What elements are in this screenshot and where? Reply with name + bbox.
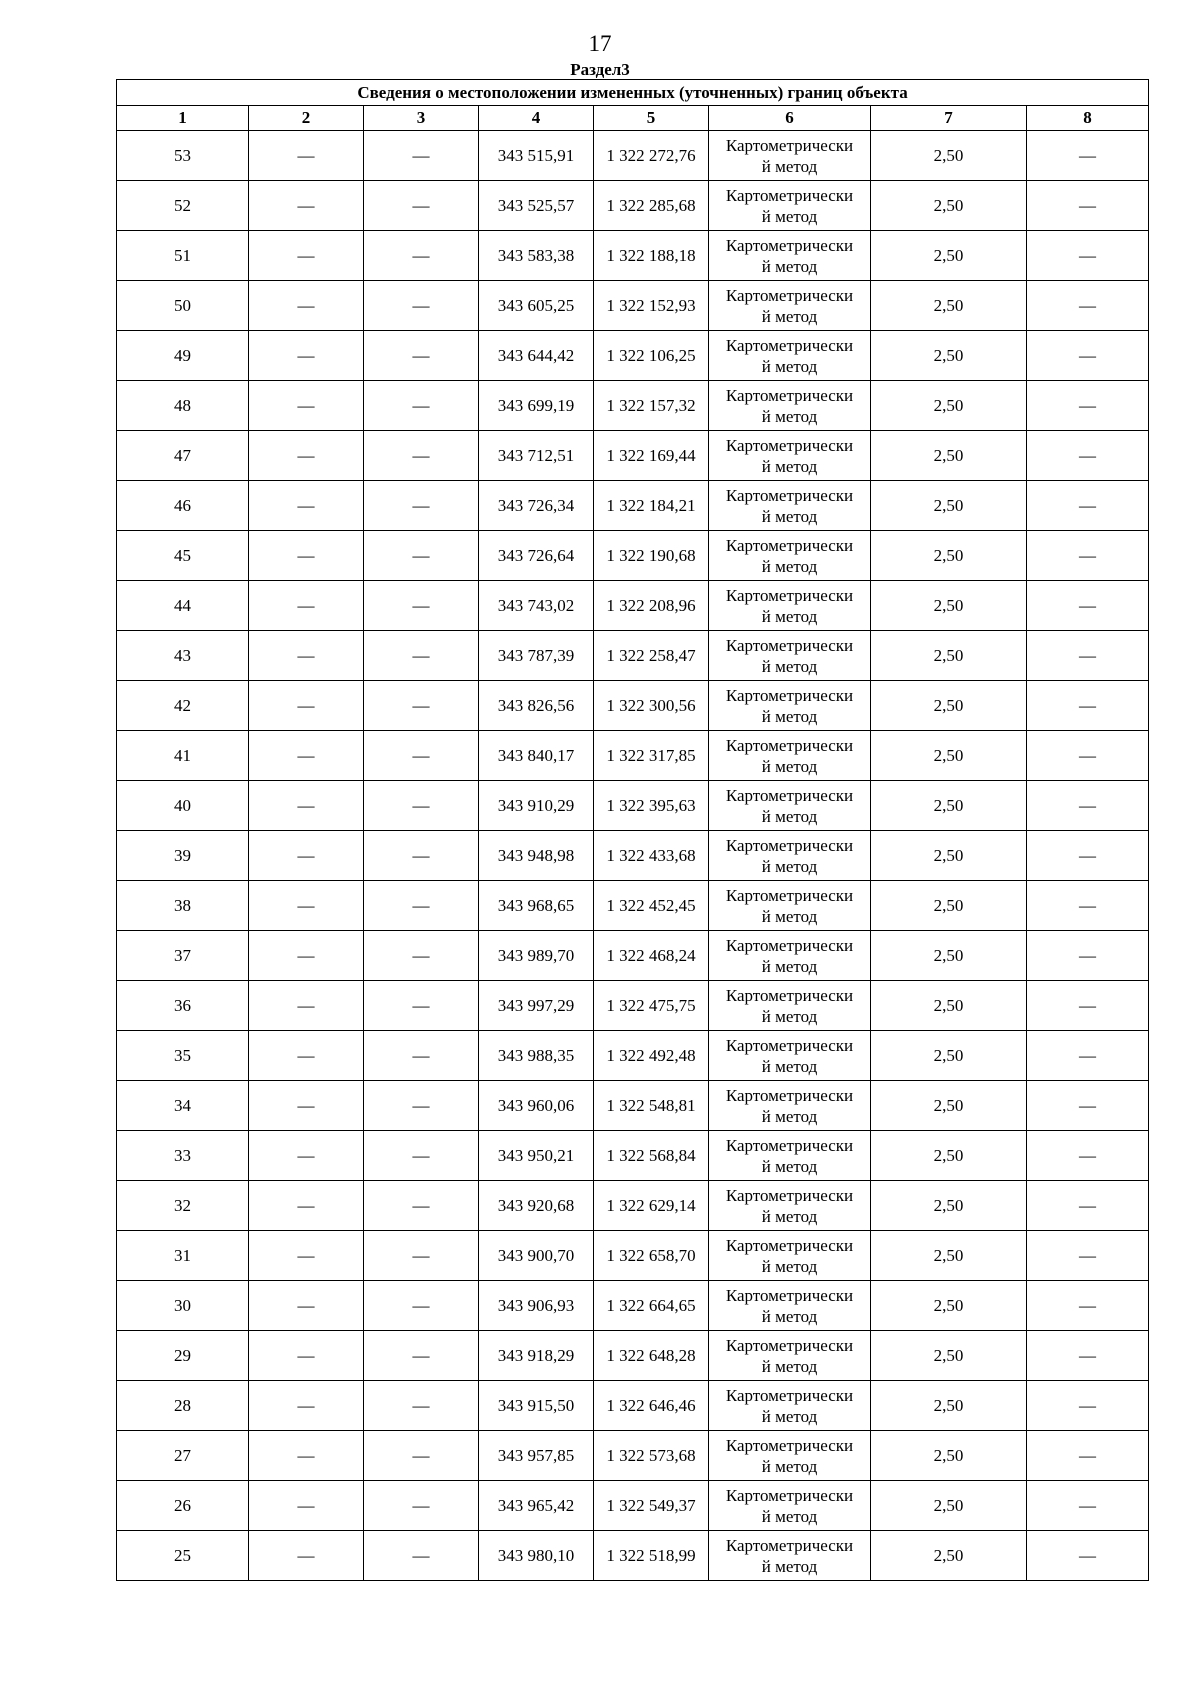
method-cell: Картометрически й метод <box>709 831 871 881</box>
table-row <box>117 481 1149 531</box>
method-cell: Картометрически й метод <box>709 131 871 181</box>
method-cell: Картометрически й метод <box>709 1481 871 1531</box>
accuracy-cell: 2,50 <box>871 1331 1027 1381</box>
column-3-cell: — <box>364 1531 479 1581</box>
point-number-cell: 41 <box>117 731 249 781</box>
column-2-cell: — <box>249 1331 364 1381</box>
column-2-cell: — <box>249 981 364 1031</box>
column-3-cell: — <box>364 231 479 281</box>
column-8-cell: — <box>1027 831 1149 881</box>
column-8-cell: — <box>1027 931 1149 981</box>
table-row <box>117 231 1149 281</box>
column-2-cell: — <box>249 481 364 531</box>
point-number-cell: 30 <box>117 1281 249 1331</box>
method-cell: Картометрически й метод <box>709 181 871 231</box>
column-8-cell: — <box>1027 381 1149 431</box>
method-cell: Картометрически й метод <box>709 1181 871 1231</box>
column-8-cell: — <box>1027 1181 1149 1231</box>
column-8-cell: — <box>1027 1131 1149 1181</box>
accuracy-cell: 2,50 <box>871 231 1027 281</box>
table-row <box>117 181 1149 231</box>
method-cell: Картометрически й метод <box>709 481 871 531</box>
column-8-cell: — <box>1027 1331 1149 1381</box>
column-3-cell: — <box>364 181 479 231</box>
column-2-cell: — <box>249 581 364 631</box>
column-2-cell: — <box>249 1381 364 1431</box>
column-8-cell: — <box>1027 1031 1149 1081</box>
accuracy-cell: 2,50 <box>871 531 1027 581</box>
accuracy-cell: 2,50 <box>871 1281 1027 1331</box>
x-coordinate-cell: 343 915,50 <box>479 1381 594 1431</box>
column-header: 4 <box>479 106 594 131</box>
column-3-cell: — <box>364 881 479 931</box>
point-number-cell: 48 <box>117 381 249 431</box>
y-coordinate-cell: 1 322 300,56 <box>594 681 709 731</box>
accuracy-cell: 2,50 <box>871 1231 1027 1281</box>
column-3-cell: — <box>364 1381 479 1431</box>
point-number-cell: 32 <box>117 1181 249 1231</box>
table-row <box>117 1181 1149 1231</box>
table-title-row <box>117 80 1149 106</box>
accuracy-cell: 2,50 <box>871 481 1027 531</box>
point-number-cell: 34 <box>117 1081 249 1131</box>
column-2-cell: — <box>249 131 364 181</box>
y-coordinate-cell: 1 322 452,45 <box>594 881 709 931</box>
table-row <box>117 1281 1149 1331</box>
point-number-cell: 44 <box>117 581 249 631</box>
column-2-cell: — <box>249 1081 364 1131</box>
column-2-cell: — <box>249 1431 364 1481</box>
point-number-cell: 47 <box>117 431 249 481</box>
column-8-cell: — <box>1027 531 1149 581</box>
method-cell: Картометрически й метод <box>709 1531 871 1581</box>
method-cell: Картометрически й метод <box>709 381 871 431</box>
y-coordinate-cell: 1 322 272,76 <box>594 131 709 181</box>
accuracy-cell: 2,50 <box>871 581 1027 631</box>
y-coordinate-cell: 1 322 152,93 <box>594 281 709 331</box>
point-number-cell: 26 <box>117 1481 249 1531</box>
column-8-cell: — <box>1027 1231 1149 1281</box>
page-number: 17 <box>588 31 612 56</box>
x-coordinate-cell: 343 906,93 <box>479 1281 594 1331</box>
table-row <box>117 1231 1149 1281</box>
y-coordinate-cell: 1 322 629,14 <box>594 1181 709 1231</box>
x-coordinate-cell: 343 997,29 <box>479 981 594 1031</box>
column-2-cell: — <box>249 431 364 481</box>
table-row <box>117 1531 1149 1581</box>
column-2-cell: — <box>249 281 364 331</box>
point-number-cell: 31 <box>117 1231 249 1281</box>
column-3-cell: — <box>364 1231 479 1281</box>
column-3-cell: — <box>364 781 479 831</box>
table-row <box>117 531 1149 581</box>
column-8-cell: — <box>1027 781 1149 831</box>
accuracy-cell: 2,50 <box>871 1181 1027 1231</box>
column-2-cell: — <box>249 231 364 281</box>
table-row <box>117 1331 1149 1381</box>
accuracy-cell: 2,50 <box>871 731 1027 781</box>
x-coordinate-cell: 343 787,39 <box>479 631 594 681</box>
y-coordinate-cell: 1 322 548,81 <box>594 1081 709 1131</box>
column-3-cell: — <box>364 531 479 581</box>
column-3-cell: — <box>364 331 479 381</box>
accuracy-cell: 2,50 <box>871 181 1027 231</box>
accuracy-cell: 2,50 <box>871 431 1027 481</box>
column-2-cell: — <box>249 881 364 931</box>
accuracy-cell: 2,50 <box>871 931 1027 981</box>
point-number-cell: 49 <box>117 331 249 381</box>
x-coordinate-cell: 343 965,42 <box>479 1481 594 1531</box>
column-3-cell: — <box>364 431 479 481</box>
column-2-cell: — <box>249 781 364 831</box>
y-coordinate-cell: 1 322 658,70 <box>594 1231 709 1281</box>
x-coordinate-cell: 343 583,38 <box>479 231 594 281</box>
method-cell: Картометрически й метод <box>709 981 871 1031</box>
column-8-cell: — <box>1027 431 1149 481</box>
point-number-cell: 51 <box>117 231 249 281</box>
column-2-cell: — <box>249 1531 364 1581</box>
point-number-cell: 27 <box>117 1431 249 1481</box>
x-coordinate-cell: 343 515,91 <box>479 131 594 181</box>
method-cell: Картометрически й метод <box>709 1131 871 1181</box>
table-row <box>117 1431 1149 1481</box>
table-row <box>117 1081 1149 1131</box>
column-2-cell: — <box>249 1131 364 1181</box>
column-3-cell: — <box>364 1031 479 1081</box>
x-coordinate-cell: 343 988,35 <box>479 1031 594 1081</box>
accuracy-cell: 2,50 <box>871 331 1027 381</box>
x-coordinate-cell: 343 743,02 <box>479 581 594 631</box>
column-2-cell: — <box>249 1181 364 1231</box>
x-coordinate-cell: 343 968,65 <box>479 881 594 931</box>
x-coordinate-cell: 343 726,34 <box>479 481 594 531</box>
column-2-cell: — <box>249 331 364 381</box>
column-header: 1 <box>117 106 249 131</box>
x-coordinate-cell: 343 699,19 <box>479 381 594 431</box>
method-cell: Картометрически й метод <box>709 331 871 381</box>
table-row <box>117 581 1149 631</box>
x-coordinate-cell: 343 525,57 <box>479 181 594 231</box>
x-coordinate-cell: 343 920,68 <box>479 1181 594 1231</box>
column-8-cell: — <box>1027 631 1149 681</box>
x-coordinate-cell: 343 900,70 <box>479 1231 594 1281</box>
x-coordinate-cell: 343 950,21 <box>479 1131 594 1181</box>
column-3-cell: — <box>364 281 479 331</box>
point-number-cell: 42 <box>117 681 249 731</box>
point-number-cell: 25 <box>117 1531 249 1581</box>
column-header: 6 <box>709 106 871 131</box>
method-cell: Картометрически й метод <box>709 731 871 781</box>
column-header: 7 <box>871 106 1027 131</box>
column-2-cell: — <box>249 831 364 881</box>
table-row <box>117 781 1149 831</box>
method-cell: Картометрически й метод <box>709 881 871 931</box>
column-2-cell: — <box>249 1481 364 1531</box>
method-cell: Картометрически й метод <box>709 681 871 731</box>
column-8-cell: — <box>1027 731 1149 781</box>
column-8-cell: — <box>1027 231 1149 281</box>
boundary-coordinates-table <box>116 79 1149 1581</box>
y-coordinate-cell: 1 322 184,21 <box>594 481 709 531</box>
column-8-cell: — <box>1027 1281 1149 1331</box>
accuracy-cell: 2,50 <box>871 681 1027 731</box>
y-coordinate-cell: 1 322 317,85 <box>594 731 709 781</box>
method-cell: Картометрически й метод <box>709 431 871 481</box>
column-3-cell: — <box>364 1331 479 1381</box>
x-coordinate-cell: 343 712,51 <box>479 431 594 481</box>
y-coordinate-cell: 1 322 492,48 <box>594 1031 709 1081</box>
accuracy-cell: 2,50 <box>871 781 1027 831</box>
column-8-cell: — <box>1027 1431 1149 1481</box>
y-coordinate-cell: 1 322 190,68 <box>594 531 709 581</box>
accuracy-cell: 2,50 <box>871 831 1027 881</box>
table-row <box>117 981 1149 1031</box>
column-3-cell: — <box>364 1481 479 1531</box>
y-coordinate-cell: 1 322 106,25 <box>594 331 709 381</box>
method-cell: Картометрически й метод <box>709 1231 871 1281</box>
point-number-cell: 37 <box>117 931 249 981</box>
column-8-cell: — <box>1027 331 1149 381</box>
column-8-cell: — <box>1027 181 1149 231</box>
column-header-row <box>117 106 1149 131</box>
accuracy-cell: 2,50 <box>871 381 1027 431</box>
accuracy-cell: 2,50 <box>871 1531 1027 1581</box>
x-coordinate-cell: 343 980,10 <box>479 1531 594 1581</box>
column-3-cell: — <box>364 381 479 431</box>
table-row <box>117 831 1149 881</box>
table-row <box>117 1481 1149 1531</box>
column-3-cell: — <box>364 1281 479 1331</box>
table-row <box>117 281 1149 331</box>
table-row <box>117 681 1149 731</box>
method-cell: Картометрически й метод <box>709 1031 871 1081</box>
x-coordinate-cell: 343 948,98 <box>479 831 594 881</box>
x-coordinate-cell: 343 960,06 <box>479 1081 594 1131</box>
column-header: 8 <box>1027 106 1149 131</box>
method-cell: Картометрически й метод <box>709 1081 871 1131</box>
x-coordinate-cell: 343 918,29 <box>479 1331 594 1381</box>
column-8-cell: — <box>1027 1531 1149 1581</box>
column-2-cell: — <box>249 1031 364 1081</box>
table-row <box>117 1131 1149 1181</box>
point-number-cell: 39 <box>117 831 249 881</box>
y-coordinate-cell: 1 322 258,47 <box>594 631 709 681</box>
y-coordinate-cell: 1 322 468,24 <box>594 931 709 981</box>
accuracy-cell: 2,50 <box>871 1381 1027 1431</box>
point-number-cell: 29 <box>117 1331 249 1381</box>
column-3-cell: — <box>364 731 479 781</box>
accuracy-cell: 2,50 <box>871 1431 1027 1481</box>
column-8-cell: — <box>1027 281 1149 331</box>
column-3-cell: — <box>364 1131 479 1181</box>
method-cell: Картометрически й метод <box>709 581 871 631</box>
x-coordinate-cell: 343 726,64 <box>479 531 594 581</box>
column-3-cell: — <box>364 631 479 681</box>
point-number-cell: 53 <box>117 131 249 181</box>
y-coordinate-cell: 1 322 395,63 <box>594 781 709 831</box>
method-cell: Картометрически й метод <box>709 1381 871 1431</box>
y-coordinate-cell: 1 322 646,46 <box>594 1381 709 1431</box>
point-number-cell: 38 <box>117 881 249 931</box>
point-number-cell: 33 <box>117 1131 249 1181</box>
table-row <box>117 1031 1149 1081</box>
x-coordinate-cell: 343 840,17 <box>479 731 594 781</box>
table-row <box>117 381 1149 431</box>
y-coordinate-cell: 1 322 433,68 <box>594 831 709 881</box>
table-row <box>117 631 1149 681</box>
column-8-cell: — <box>1027 1381 1149 1431</box>
table-body <box>117 131 1149 1581</box>
column-2-cell: — <box>249 631 364 681</box>
accuracy-cell: 2,50 <box>871 1131 1027 1181</box>
y-coordinate-cell: 1 322 518,99 <box>594 1531 709 1581</box>
point-number-cell: 43 <box>117 631 249 681</box>
method-cell: Картометрически й метод <box>709 931 871 981</box>
column-3-cell: — <box>364 981 479 1031</box>
accuracy-cell: 2,50 <box>871 631 1027 681</box>
x-coordinate-cell: 343 826,56 <box>479 681 594 731</box>
point-number-cell: 45 <box>117 531 249 581</box>
column-header: 3 <box>364 106 479 131</box>
column-2-cell: — <box>249 1281 364 1331</box>
section-label: Раздел3 <box>570 60 630 79</box>
column-3-cell: — <box>364 1081 479 1131</box>
point-number-cell: 50 <box>117 281 249 331</box>
point-number-cell: 28 <box>117 1381 249 1431</box>
point-number-cell: 52 <box>117 181 249 231</box>
column-2-cell: — <box>249 931 364 981</box>
x-coordinate-cell: 343 605,25 <box>479 281 594 331</box>
table-row <box>117 931 1149 981</box>
y-coordinate-cell: 1 322 648,28 <box>594 1331 709 1381</box>
y-coordinate-cell: 1 322 157,32 <box>594 381 709 431</box>
table-title: Сведения о местоположении измененных (уточненных) границ объекта <box>117 80 1149 106</box>
column-2-cell: — <box>249 381 364 431</box>
point-number-cell: 46 <box>117 481 249 531</box>
column-3-cell: — <box>364 931 479 981</box>
x-coordinate-cell: 343 644,42 <box>479 331 594 381</box>
column-2-cell: — <box>249 681 364 731</box>
y-coordinate-cell: 1 322 169,44 <box>594 431 709 481</box>
column-3-cell: — <box>364 681 479 731</box>
table-row <box>117 331 1149 381</box>
x-coordinate-cell: 343 989,70 <box>479 931 594 981</box>
column-8-cell: — <box>1027 481 1149 531</box>
y-coordinate-cell: 1 322 475,75 <box>594 981 709 1031</box>
column-8-cell: — <box>1027 681 1149 731</box>
y-coordinate-cell: 1 322 188,18 <box>594 231 709 281</box>
y-coordinate-cell: 1 322 208,96 <box>594 581 709 631</box>
y-coordinate-cell: 1 322 573,68 <box>594 1431 709 1481</box>
y-coordinate-cell: 1 322 664,65 <box>594 1281 709 1331</box>
method-cell: Картометрически й метод <box>709 231 871 281</box>
point-number-cell: 40 <box>117 781 249 831</box>
table-row <box>117 881 1149 931</box>
accuracy-cell: 2,50 <box>871 981 1027 1031</box>
accuracy-cell: 2,50 <box>871 881 1027 931</box>
column-2-cell: — <box>249 1231 364 1281</box>
column-8-cell: — <box>1027 881 1149 931</box>
table-row <box>117 131 1149 181</box>
method-cell: Картометрически й метод <box>709 631 871 681</box>
column-8-cell: — <box>1027 1481 1149 1531</box>
y-coordinate-cell: 1 322 285,68 <box>594 181 709 231</box>
table-row <box>117 731 1149 781</box>
table-row <box>117 431 1149 481</box>
y-coordinate-cell: 1 322 568,84 <box>594 1131 709 1181</box>
column-3-cell: — <box>364 1431 479 1481</box>
point-number-cell: 36 <box>117 981 249 1031</box>
column-3-cell: — <box>364 131 479 181</box>
method-cell: Картометрически й метод <box>709 1281 871 1331</box>
accuracy-cell: 2,50 <box>871 1081 1027 1131</box>
column-8-cell: — <box>1027 1081 1149 1131</box>
accuracy-cell: 2,50 <box>871 1481 1027 1531</box>
column-header: 2 <box>249 106 364 131</box>
x-coordinate-cell: 343 957,85 <box>479 1431 594 1481</box>
accuracy-cell: 2,50 <box>871 131 1027 181</box>
y-coordinate-cell: 1 322 549,37 <box>594 1481 709 1531</box>
method-cell: Картометрически й метод <box>709 1431 871 1481</box>
accuracy-cell: 2,50 <box>871 281 1027 331</box>
point-number-cell: 35 <box>117 1031 249 1081</box>
table-row <box>117 1381 1149 1431</box>
accuracy-cell: 2,50 <box>871 1031 1027 1081</box>
method-cell: Картометрически й метод <box>709 781 871 831</box>
column-3-cell: — <box>364 481 479 531</box>
method-cell: Картометрически й метод <box>709 1331 871 1381</box>
column-3-cell: — <box>364 1181 479 1231</box>
column-2-cell: — <box>249 731 364 781</box>
method-cell: Картометрически й метод <box>709 281 871 331</box>
column-8-cell: — <box>1027 981 1149 1031</box>
method-cell: Картометрически й метод <box>709 531 871 581</box>
column-2-cell: — <box>249 531 364 581</box>
x-coordinate-cell: 343 910,29 <box>479 781 594 831</box>
column-header: 5 <box>594 106 709 131</box>
column-8-cell: — <box>1027 131 1149 181</box>
column-3-cell: — <box>364 581 479 631</box>
column-3-cell: — <box>364 831 479 881</box>
column-2-cell: — <box>249 181 364 231</box>
column-8-cell: — <box>1027 581 1149 631</box>
